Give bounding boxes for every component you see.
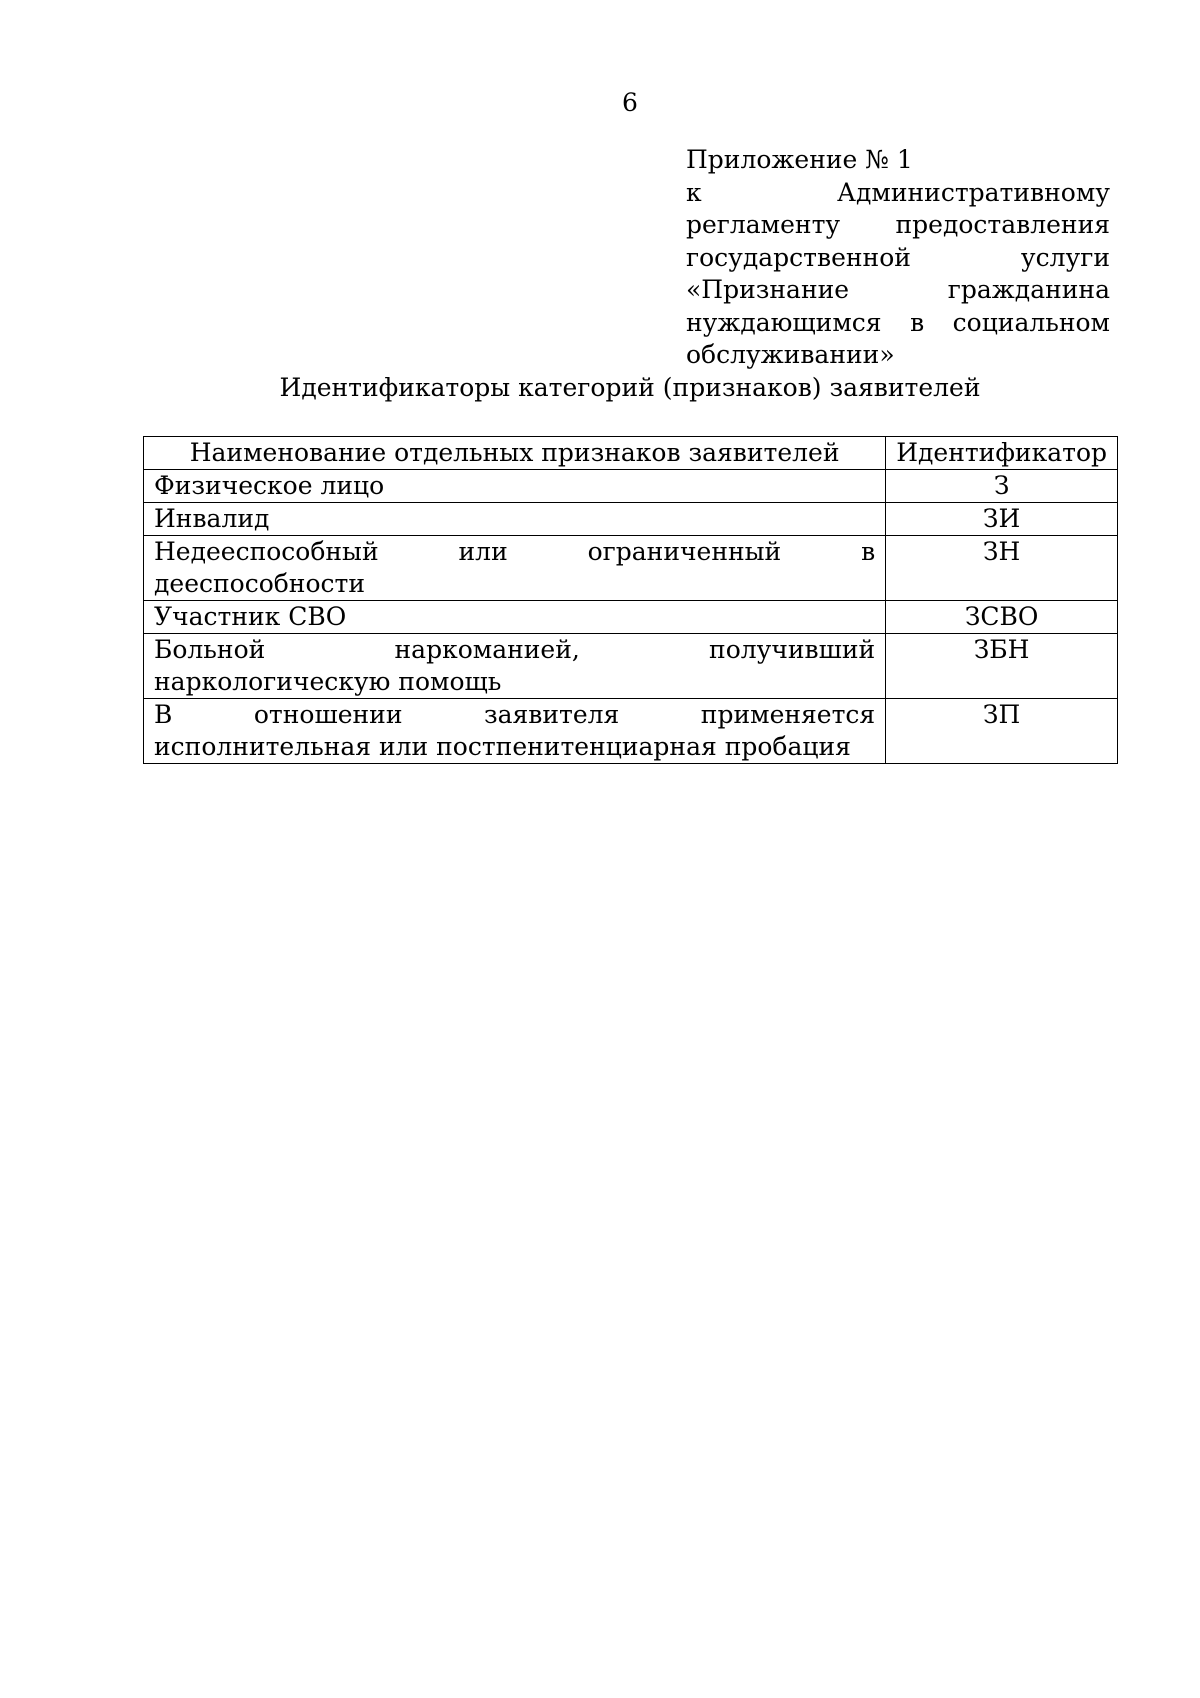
category-name-cell: Больной наркоманией, получивший наркологическую помощь (144, 634, 886, 699)
appendix-title: Приложение № 1 (686, 145, 913, 174)
appendix-body: к Административному регламенту предоставления государственной услуги «Признание гражданина нуждающимся в социальном обслуживании» (686, 177, 1110, 369)
category-identifier-cell: ЗН (886, 536, 1118, 601)
category-name-cell: Физическое лицо (144, 470, 886, 503)
category-identifier-cell: ЗИ (886, 503, 1118, 536)
category-identifier-cell: ЗП (886, 699, 1118, 764)
category-name-cell: В отношении заявителя применяется исполнительная или постпенитенциарная пробация (144, 699, 886, 764)
page-number: 6 (622, 88, 638, 117)
table-row (144, 503, 1118, 536)
category-identifier-cell: ЗСВО (886, 601, 1118, 634)
category-identifier-cell: З (886, 470, 1118, 503)
applicant-categories-table (143, 436, 1118, 764)
table-row (144, 634, 1118, 699)
column-header-identifier: Идентификатор (886, 437, 1118, 470)
table-row (144, 470, 1118, 503)
table-row (144, 699, 1118, 764)
category-identifier-cell: ЗБН (886, 634, 1118, 699)
table-row (144, 536, 1118, 601)
document-title: Идентификаторы категорий (признаков) заявителей (279, 373, 981, 402)
column-header-name: Наименование отдельных признаков заявителей (144, 437, 886, 470)
table-header-row (144, 437, 1118, 470)
appendix-block (686, 144, 1110, 372)
table-row (144, 601, 1118, 634)
category-name-cell: Инвалид (144, 503, 886, 536)
category-name-cell: Недееспособный или ограниченный в дееспособности (144, 536, 886, 601)
category-name-cell: Участник СВО (144, 601, 886, 634)
